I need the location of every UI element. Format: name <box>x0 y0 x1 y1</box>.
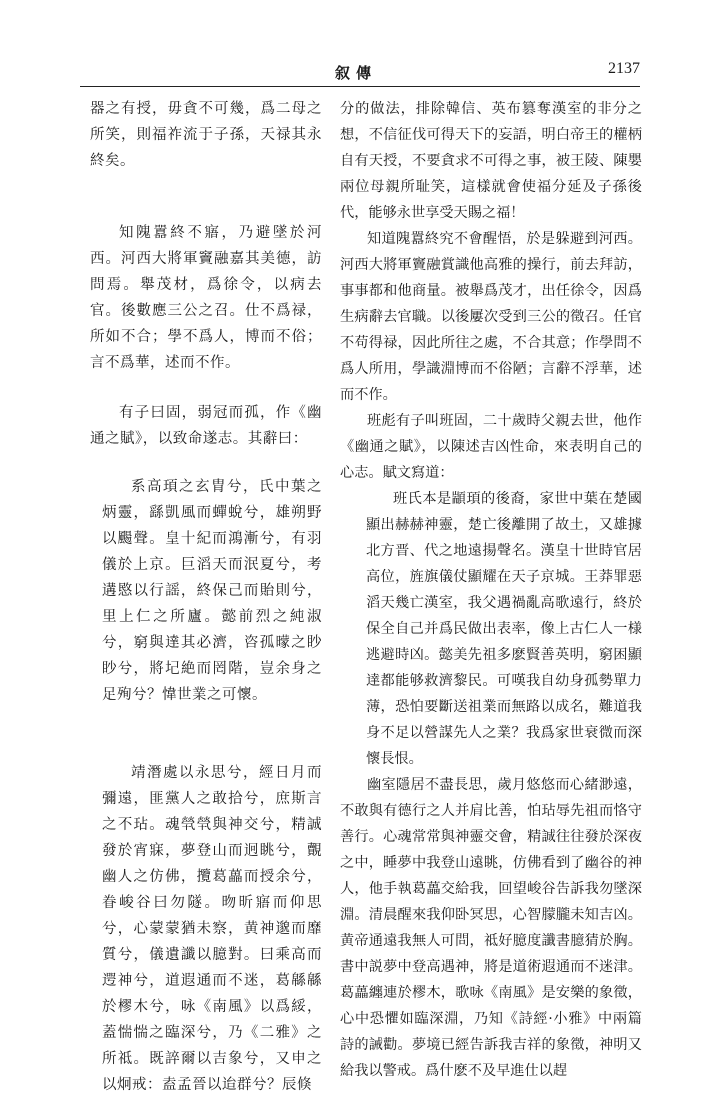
page-header <box>80 60 640 82</box>
translation-paragraph-1: 分的做法，排除韓信、英布篡奪漢室的非分之想，不信征伐可得天下的妄語，明白帝王的權柄自有天授，不要貪求不可得之事，被王陵、陳嬰兩位母親所耻笑，這樣就會使福分延及子孫後代，能够永世享受天賜之福！ <box>340 101 642 221</box>
translation-paragraph-2: 知道隗囂終究不會醒悟，於是躲避到河西。河西大將軍竇融賞識他高雅的操行，前去拜訪，事事都和他商量。被舉爲茂才，出任徐令，因爲生病辭去官職。以後屢次受到三公的徵召。任官不苟得禄，因此所往之處，不合其意；作學問不爲人所用，學識淵博而不俗陋；言辭不浮華，述而不作。 <box>340 231 642 403</box>
classical-paragraph-3: 有子曰固，弱冠而孤，作《幽通之賦》，以致命遂志。其辭曰： <box>90 405 322 447</box>
classical-verse-2: 靖潛處以永思兮，經日月而彌遠，匪黨人之敢拾兮，庶斯言之不玷。魂煢煢與神交兮，精誠發於宵寐，夢登山而迥眺兮，覿幽人之仿佛，攬葛藟而授余兮，眷峻谷曰勿隧。昒昕寤而仰思兮，心蒙蒙猶未察，黄神邈而靡質兮，儀遺讖以臆對。曰乘高而遌神兮，道遐通而不迷，葛緜緜於樛木兮，咏《南風》以爲綏，蓋惴惴之臨深兮，乃《二雅》之所祗。既誶爾以吉象兮，又申之以炯戒：盍孟晉以迨群兮？辰倏 <box>102 765 322 1093</box>
translation-column <box>340 96 642 1084</box>
classical-text-column <box>90 96 322 1098</box>
page-number: 2137 <box>608 60 640 77</box>
translation-verse-1: 班氏本是顓頊的後裔，家世中葉在楚國顯出赫赫神靈，楚亡後離開了故土，又雄據北方晋、代之地遠揚聲名。漢皇十世時官居高位，旌旗儀仗顯耀在天子京城。王莽罪惡滔天幾亡漢室，我父遇禍亂高歌遠行，終於保全自己并爲民做出表率，像上古仁人一様逃避時凶。懿美先祖多麽賢善英明，窮困顯達都能够救濟黎民。可嘆我自幼身孤勢單力薄，恐怕要斷送祖業而無路以成名，難道我身不足以營謀先人之業？我爲家世衰微而深懷長恨。 <box>366 491 642 767</box>
translation-paragraph-3: 班彪有子叫班固，二十歲時父親去世，他作《幽通之賦》，以陳述吉凶性命，來表明自己的心志。賦文寫道： <box>340 413 642 481</box>
classical-verse-1: 系高頊之玄胄兮，氏中葉之炳靈，繇凱風而蟬蛻兮，雄朔野以颺聲。皇十紀而鴻漸兮，有羽儀於上京。巨滔天而泯夏兮，考遘愍以行謡，終保己而貽則兮，里上仁之所廬。懿前烈之純淑兮，窮與達其必濟，咨孤曚之眇眇兮，將圮絶而罔階，豈余身之足殉兮？愇世業之可懷。 <box>102 479 322 703</box>
classical-paragraph-2: 知隗囂終不寤，乃避墜於河西。河西大將軍竇融嘉其美德，訪問焉。舉茂材，爲徐令，以病去官。後數應三公之召。仕不爲禄，所如不合；學不爲人，博而不俗；言不爲華，述而不作。 <box>90 225 322 371</box>
header-divider <box>80 86 640 87</box>
classical-paragraph-1: 器之有授，毋貪不可幾，爲二母之所笑，則福祚流于子孫，天禄其永終矣。 <box>90 101 322 169</box>
translation-verse-2: 幽室隱居不盡長思，歲月悠悠而心緒渺遠，不敢與有德行之人并肩比善，怕玷辱先祖而恪守善行。心魂常常與神靈交會，精誠往往發於深夜之中，睡夢中我登山遠眺，仿佛看到了幽谷的神人，他手執葛藟交給我，回望峻谷告訴我勿墜深淵。清晨醒來我仰卧冥思，心智朦朧未知吉凶。黄帝通遠我無人可問，祗好臆度讖書臆猜於胸。書中説夢中登高遇神，將是道術遐通而不迷津。葛藟纏連於樛木，歌咏《南風》是安樂的象徵，心中恐懼如臨深淵，乃知《詩經·小雅》中兩篇詩的誡勸。夢境已經告訴我吉祥的象徵，神明又給我以警戒。爲什麽不及早進仕以趕 <box>340 777 642 1079</box>
running-title: 叙傳 <box>335 64 378 82</box>
